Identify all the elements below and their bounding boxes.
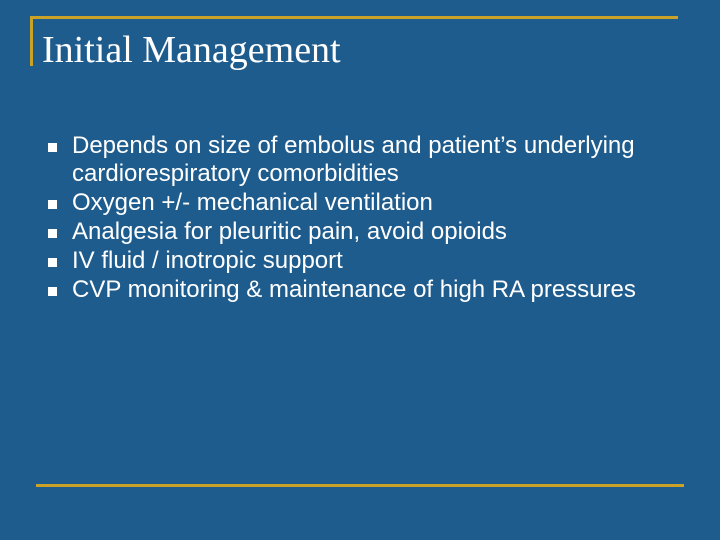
bullet-list — [48, 132, 668, 305]
bullet-text: Oxygen +/- mechanical ventilation — [72, 189, 433, 216]
bullet-text: Analgesia for pleuritic pain, avoid opioids — [72, 218, 507, 245]
bullet-item — [48, 189, 668, 217]
top-accent-rule — [30, 16, 678, 19]
bullet-item — [48, 218, 668, 246]
square-bullet-icon — [48, 287, 57, 296]
bullet-item — [48, 132, 668, 188]
left-accent-rule — [30, 16, 33, 66]
slide-title: Initial Management — [42, 29, 341, 71]
bullet-text: Depends on size of embolus and patient’s underlying cardiorespiratory comorbidities — [72, 132, 635, 187]
bottom-accent-rule — [36, 484, 684, 487]
square-bullet-icon — [48, 143, 57, 152]
bullet-text: IV fluid / inotropic support — [72, 247, 343, 274]
bullet-item — [48, 276, 668, 304]
bullet-text: CVP monitoring & maintenance of high RA pressures — [72, 276, 636, 303]
bullet-item — [48, 247, 668, 275]
square-bullet-icon — [48, 258, 57, 267]
square-bullet-icon — [48, 229, 57, 238]
square-bullet-icon — [48, 200, 57, 209]
